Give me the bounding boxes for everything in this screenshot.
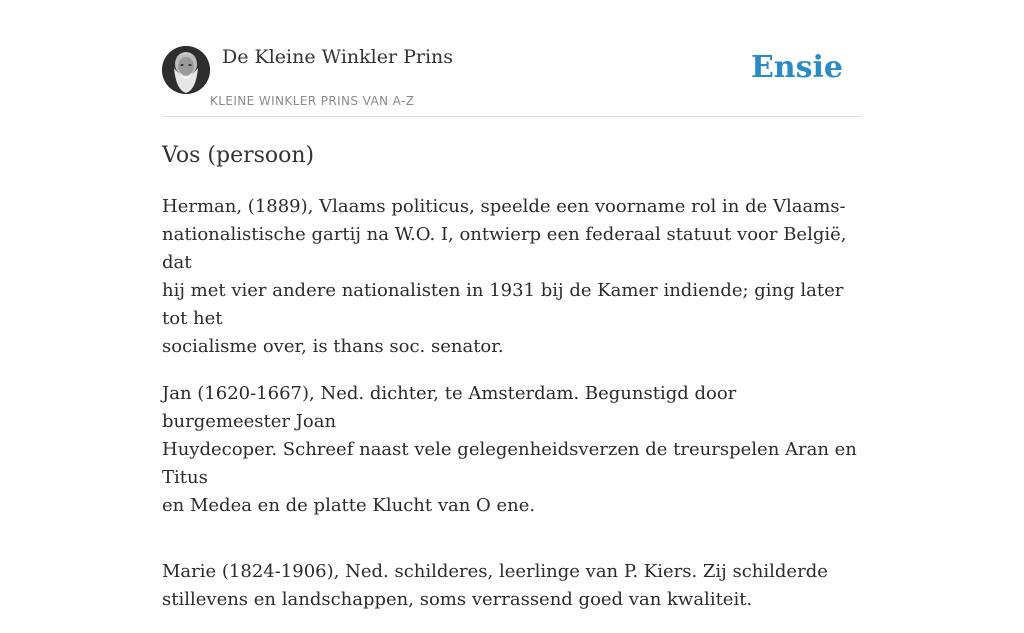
header	[162, 0, 862, 117]
book-subtitle: KLEINE WINKLER PRINS VAN A-Z	[210, 94, 415, 108]
entry-title: Vos (persoon)	[162, 143, 315, 168]
brand-logo-link[interactable]: Ensie	[750, 50, 843, 85]
page	[162, 0, 862, 633]
bearded-man-portrait-icon	[162, 46, 210, 94]
author-avatar[interactable]	[162, 46, 210, 94]
entry-paragraph: Herman, (1889), Vlaams politicus, speelde een voorname rol in de Vlaams- nationalistische gartij na W.O. I, ontwierp een federaal statuut voor België, dat hij met vier andere nationalisten in 1931 bij de Kamer indiende; ging later tot het socialisme over, is thans soc. senator.	[162, 196, 847, 357]
book-title-link[interactable]: De Kleine Winkler Prins	[222, 46, 454, 68]
entry-body	[162, 193, 862, 614]
entry-paragraph: Jan (1620-1667), Ned. dichter, te Amsterdam. Begunstigd door burgemeester Joan Huydecoper. Schreef naast vele gelegenheidsverzen de treurspelen Aran en Titus en Medea en de platte Klucht van O ene.	[162, 383, 857, 516]
entry-paragraph: Marie (1824-1906), Ned. schilderes, leerlinge van P. Kiers. Zij schilderde stillevens en landschappen, soms verrassend goed van kwaliteit.	[162, 561, 828, 610]
